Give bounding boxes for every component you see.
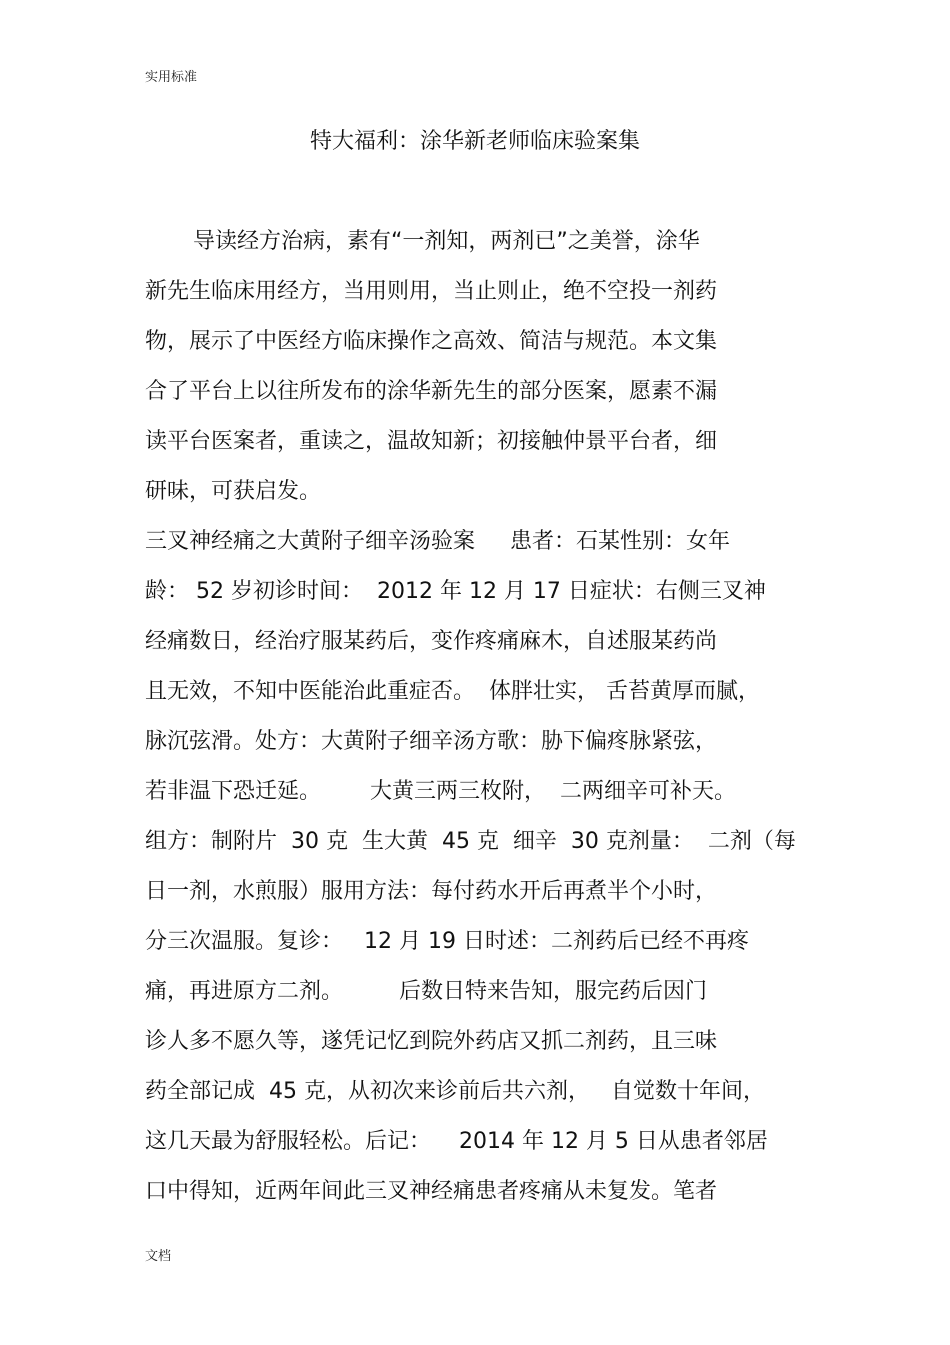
body-line-04: 合了平台上以往所发布的涂华新先生的部分医案，愿素不漏 <box>145 379 718 404</box>
body-line-02: 新先生临床用经方，当用则用，当止则止，绝不空投一剂药 <box>145 279 718 304</box>
body-line-12: 若非温下恐迁延。 大黄三两三枚附， 二两细辛可补天。 <box>145 779 736 804</box>
body-line-06: 研味，可获启发。 <box>145 479 322 504</box>
body-line-15: 分三次温服。复诊： 12 月 19 日时述：二剂药后已经不再疼 <box>145 929 749 954</box>
body-line-08: 龄： 52 岁初诊时间： 2012 年 12 月 17 日症状：右侧三叉神 <box>145 579 766 604</box>
document-title: 特大福利：涂华新老师临床验案集 <box>309 129 640 154</box>
body-line-13: 组方：制附片 30 克 生大黄 45 克 细辛 30 克剂量： 二剂（每 <box>145 829 796 854</box>
body-line-03: 物，展示了中医经方临床操作之高效、简洁与规范。本文集 <box>145 329 718 354</box>
body-line-09: 经痛数日，经治疗服某药后，变作疼痛麻木，自述服某药尚 <box>145 629 718 654</box>
page-footer-label: 文档 <box>145 1249 172 1264</box>
body-line-14: 日一剂，水煎服）服用方法：每付药水开后再煮半个小时， <box>145 879 718 904</box>
body-line-17: 诊人多不愿久等，遂凭记忆到院外药店又抓二剂药，且三味 <box>145 1029 718 1054</box>
body-line-11: 脉沉弦滑。处方：大黄附子细辛汤方歌：胁下偏疼脉紧弦， <box>145 729 718 754</box>
body-line-19: 这几天最为舒服轻松。后记： 2014 年 12 月 5 日从患者邻居 <box>145 1129 768 1154</box>
page-header-label: 实用标准 <box>145 70 198 85</box>
body-line-01: 导读经方治病，素有“一剂知，两剂已”之美誉，涂华 <box>193 229 700 254</box>
body-line-20: 口中得知，近两年间此三叉神经痛患者疼痛从未复发。笔者 <box>145 1179 718 1204</box>
body-line-16: 痛，再进原方二剂。 后数日特来告知，服完药后因门 <box>145 979 707 1004</box>
body-line-10: 且无效，不知中医能治此重症否。 体胖壮实， 舌苔黄厚而腻， <box>145 679 760 704</box>
body-line-07: 三叉神经痛之大黄附子细辛汤验案 患者：石某性别：女年 <box>145 529 730 554</box>
body-line-05: 读平台医案者，重读之，温故知新；初接触仲景平台者，细 <box>145 429 718 454</box>
body-line-18: 药全部记成 45 克，从初次来诊前后共六剂， 自觉数十年间， <box>145 1079 765 1104</box>
